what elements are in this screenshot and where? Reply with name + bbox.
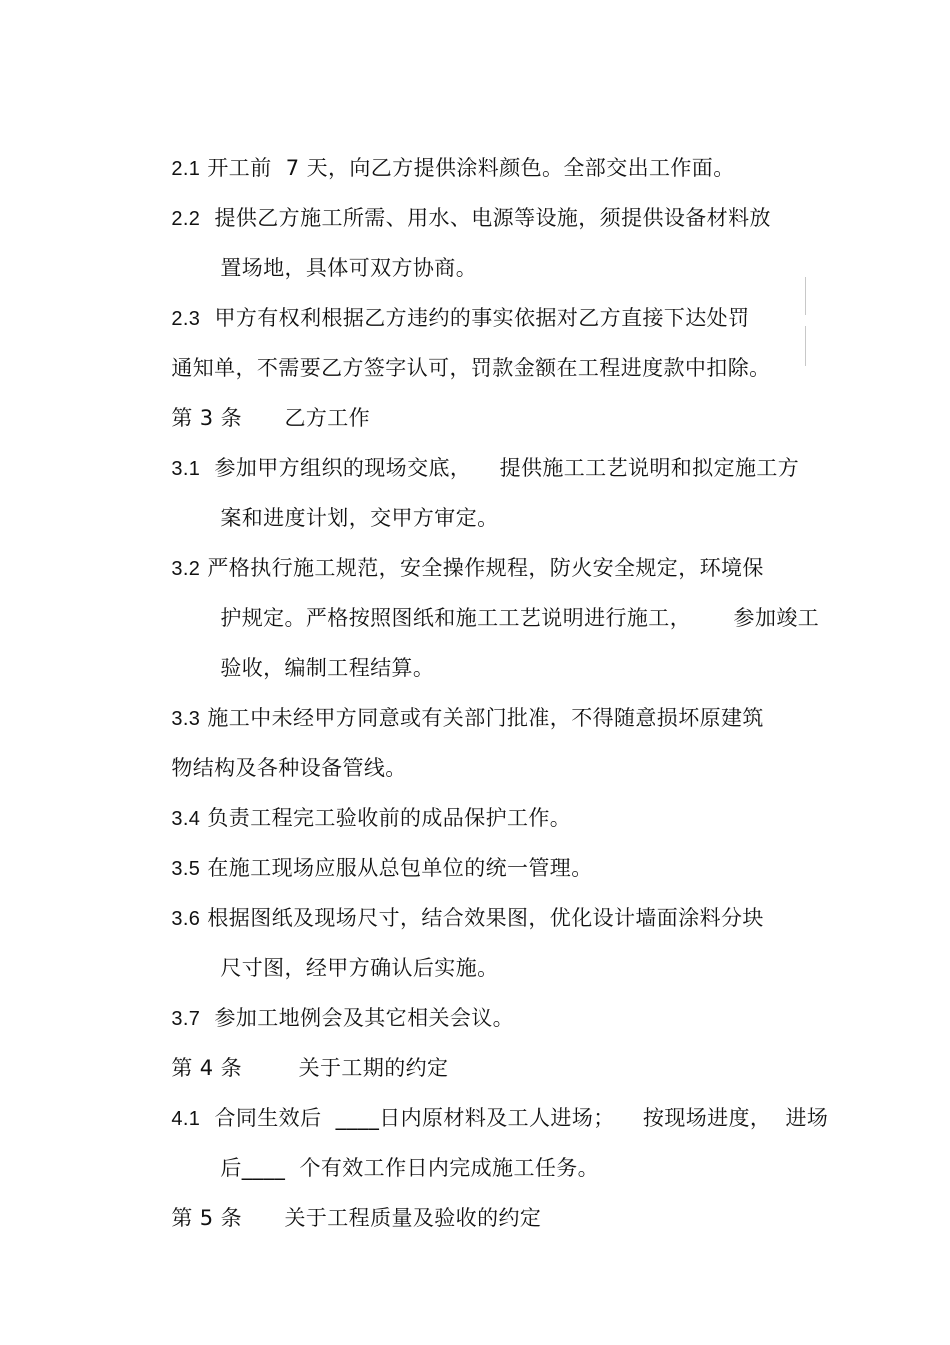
article-heading-text: 第 4 条 关于工期的约定 [171, 1056, 449, 1080]
clause-text: 合同生效后 ____日内原材料及工人进场； 按现场进度， 进场 [200, 1106, 829, 1130]
clause-number: 3.3 [171, 708, 201, 730]
clause-number: 2.1 [171, 158, 201, 180]
clause-text: 尺寸图，经甲方确认后实施。 [220, 956, 499, 980]
clause-text: 施工中未经甲方同意或有关部门批准，不得随意损坏原建筑 [200, 706, 764, 730]
clause-text: 提供乙方施工所需、用水、电源等设施，须提供设备材料放 [200, 206, 771, 230]
clause-text: 验收，编制工程结算。 [220, 656, 435, 680]
clause-text: 后____ 个有效工作日内完成施工任务。 [220, 1156, 600, 1180]
clause-number: 3.2 [171, 558, 201, 580]
clause-number: 3.1 [171, 458, 201, 480]
clause-text: 案和进度计划，交甲方审定。 [220, 506, 499, 530]
clause-text: 通知单，不需要乙方签字认可，罚款金额在工程进度款中扣除。 [171, 356, 771, 380]
clause-text: 负责工程完工验收前的成品保护工作。 [200, 806, 572, 830]
clause-number: 3.7 [171, 1008, 201, 1030]
clause-text: 开工前 7 天，向乙方提供涂料颜色。全部交出工作面。 [200, 156, 735, 180]
clause-text: 置场地，具体可双方协商。 [220, 256, 478, 280]
clause-text: 物结构及各种设备管线。 [171, 756, 407, 780]
clause-number: 2.3 [171, 308, 201, 330]
clause-text: 参加工地例会及其它相关会议。 [200, 1006, 515, 1030]
clause-text: 根据图纸及现场尺寸，结合效果图，优化设计墙面涂料分块 [200, 906, 764, 930]
clause-number: 3.6 [171, 908, 201, 930]
article-heading-text: 第 5 条 关于工程质量及验收的约定 [171, 1206, 542, 1230]
article-5-heading [143, 1179, 541, 1257]
clause-text: 护规定。严格按照图纸和施工工艺说明进行施工， 参加竣工 [220, 606, 820, 630]
margin-divider [805, 326, 806, 366]
clause-number: 2.2 [171, 208, 201, 230]
clause-number: 3.5 [171, 858, 201, 880]
clause-text: 在施工现场应服从总包单位的统一管理。 [200, 856, 593, 880]
article-heading-text: 第 3 条 乙方工作 [171, 406, 371, 430]
clause-text: 甲方有权利根据乙方违约的事实依据对乙方直接下达处罚 [200, 306, 750, 330]
clause-number: 3.4 [171, 808, 201, 830]
clause-text: 严格执行施工规范，安全操作规程，防火安全规定，环境保 [200, 556, 764, 580]
clause-number: 4.1 [171, 1108, 201, 1130]
margin-divider [805, 277, 806, 315]
clause-text: 参加甲方组织的现场交底， 提供施工工艺说明和拟定施工方 [200, 456, 800, 480]
